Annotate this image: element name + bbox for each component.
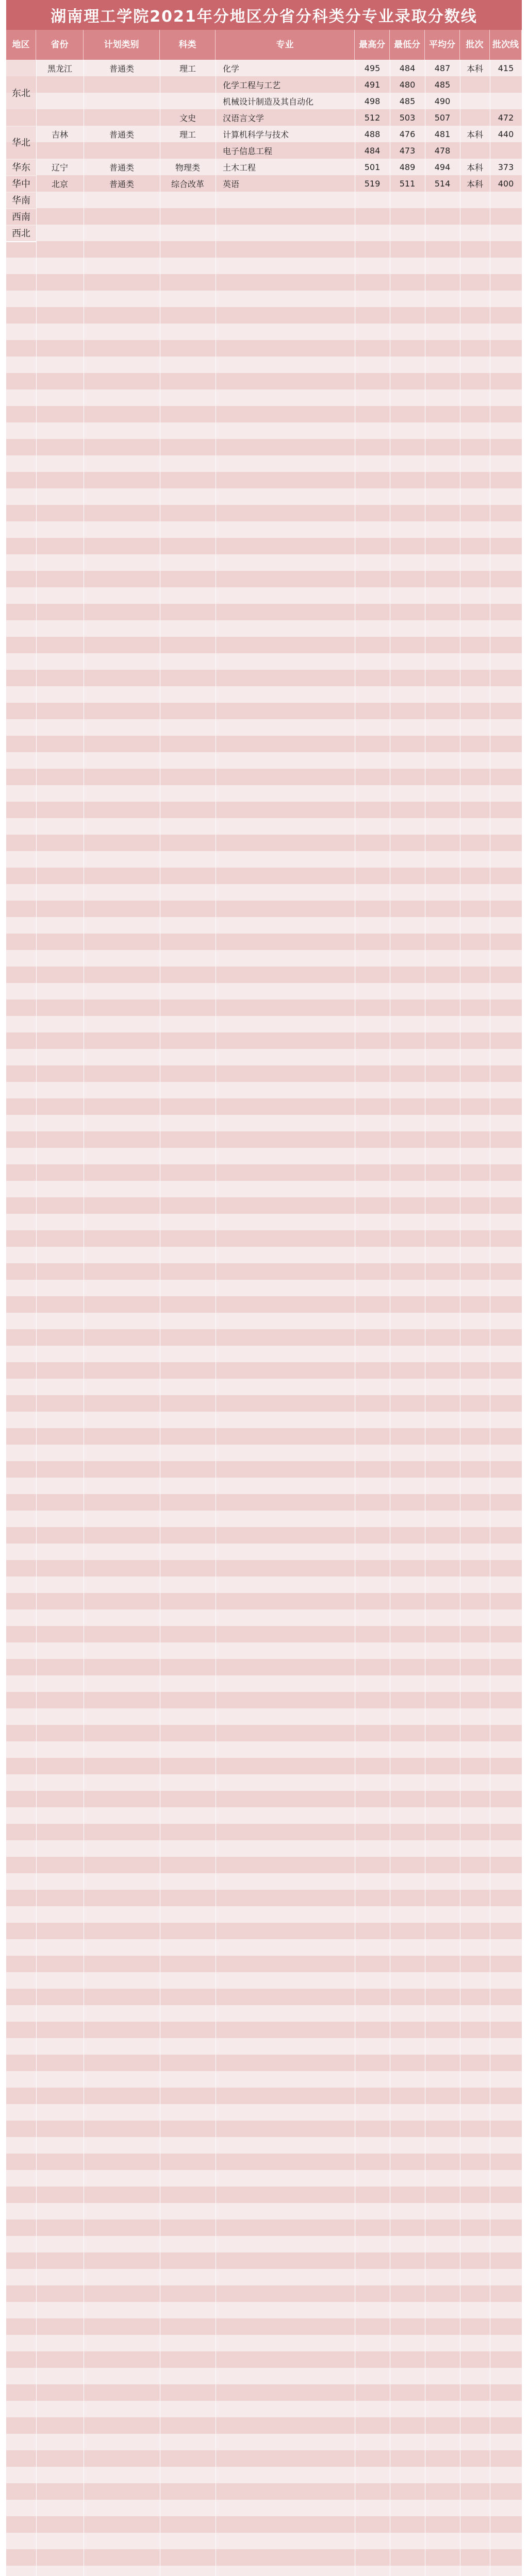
cell-plan: 普通类 xyxy=(109,162,134,173)
cell-min: 480 xyxy=(399,79,416,90)
cell-max: 488 xyxy=(364,129,381,139)
cell-avg: 494 xyxy=(434,162,451,172)
cell-max: 512 xyxy=(364,112,381,123)
cell-batch: 本科 xyxy=(466,179,483,189)
header-line: 批次线 xyxy=(490,30,522,60)
cell-line xyxy=(490,93,522,109)
cell-max: 498 xyxy=(364,96,381,106)
cell-min: 476 xyxy=(399,129,416,139)
header-avg: 平均分 xyxy=(425,30,460,60)
cell-province xyxy=(36,109,84,126)
cell-province xyxy=(36,142,84,159)
table-row xyxy=(6,93,522,109)
cell-avg: 478 xyxy=(434,145,451,156)
cell-line: 400 xyxy=(498,178,514,189)
cell-province: 辽宁 xyxy=(51,162,68,173)
region-label: 华北 xyxy=(6,126,36,160)
cell-batch: 本科 xyxy=(466,129,483,140)
cell-line: 373 xyxy=(498,162,514,172)
cell-plan: 普通类 xyxy=(109,63,134,74)
cell-major: 土木工程 xyxy=(223,162,256,173)
cell-max: 501 xyxy=(364,162,381,172)
cell-major: 汉语言文学 xyxy=(223,113,265,123)
cell-major: 化学 xyxy=(223,63,240,74)
region-label: 华中 xyxy=(6,175,36,193)
cell-min: 489 xyxy=(399,162,416,172)
table-header xyxy=(6,30,522,60)
cell-plan xyxy=(84,93,160,109)
cell-plan: 普通类 xyxy=(109,129,134,140)
cell-avg: 481 xyxy=(434,129,451,139)
header-plan: 计划类别 xyxy=(84,30,160,60)
cell-avg: 485 xyxy=(434,79,451,90)
cell-province: 北京 xyxy=(51,179,68,189)
cell-province: 吉林 xyxy=(51,129,68,140)
score-table xyxy=(6,0,522,2576)
region-label: 华南 xyxy=(6,192,36,209)
region-label: 华东 xyxy=(6,159,36,176)
table-row xyxy=(6,175,522,192)
cell-plan xyxy=(84,76,160,93)
cell-max: 484 xyxy=(364,145,381,156)
cell-avg: 490 xyxy=(434,96,451,106)
region-label: 西南 xyxy=(6,208,36,226)
header-max: 最高分 xyxy=(355,30,390,60)
cell-min: 473 xyxy=(399,145,416,156)
cell-max: 495 xyxy=(364,63,381,73)
cell-avg: 507 xyxy=(434,112,451,123)
cell-subject xyxy=(160,93,216,109)
table-body xyxy=(6,60,522,2576)
cell-province: 黑龙江 xyxy=(47,63,72,74)
cell-major: 英语 xyxy=(223,179,240,189)
cell-province xyxy=(36,93,84,109)
cell-subject: 文史 xyxy=(179,113,196,123)
cell-plan: 普通类 xyxy=(109,179,134,189)
cell-avg: 514 xyxy=(434,178,451,189)
cell-major: 机械设计制造及其自动化 xyxy=(223,96,314,107)
cell-max: 491 xyxy=(364,79,381,90)
cell-min: 485 xyxy=(399,96,416,106)
table-row xyxy=(6,109,522,126)
region-label: 西北 xyxy=(6,225,36,242)
cell-line xyxy=(490,142,522,159)
cell-line xyxy=(490,76,522,93)
cell-batch xyxy=(460,76,490,93)
cell-min: 511 xyxy=(399,178,416,189)
cell-subject xyxy=(160,76,216,93)
table-row xyxy=(6,76,522,93)
cell-major: 化学工程与工艺 xyxy=(223,80,281,90)
cell-subject: 理工 xyxy=(179,63,196,74)
cell-batch: 本科 xyxy=(466,162,483,173)
column-divider xyxy=(36,60,37,2576)
table-row xyxy=(6,126,522,142)
header-batch: 批次 xyxy=(460,30,490,60)
cell-plan xyxy=(84,142,160,159)
cell-line: 440 xyxy=(498,129,514,139)
header-subject: 科类 xyxy=(160,30,216,60)
cell-province xyxy=(36,76,84,93)
cell-batch: 本科 xyxy=(466,63,483,74)
cell-batch xyxy=(460,142,490,159)
cell-major: 电子信息工程 xyxy=(223,146,273,156)
cell-min: 484 xyxy=(399,63,416,73)
cell-subject xyxy=(160,142,216,159)
region-label: 东北 xyxy=(6,60,36,127)
cell-line: 472 xyxy=(498,112,514,123)
cell-subject: 物理类 xyxy=(175,162,200,173)
cell-subject: 理工 xyxy=(179,129,196,140)
cell-line: 415 xyxy=(498,63,514,73)
cell-batch xyxy=(460,109,490,126)
header-min: 最低分 xyxy=(390,30,425,60)
cell-avg: 487 xyxy=(434,63,451,73)
table-row xyxy=(6,60,522,76)
header-province: 省份 xyxy=(36,30,84,60)
cell-subject: 综合改革 xyxy=(171,179,204,189)
cell-max: 519 xyxy=(364,178,381,189)
table-row xyxy=(6,142,522,159)
cell-min: 503 xyxy=(399,112,416,123)
header-region: 地区 xyxy=(6,30,36,60)
page-title: 湖南理工学院2021年分地区分省分科类分专业录取分数线 xyxy=(6,0,522,30)
table-row xyxy=(6,159,522,175)
cell-plan xyxy=(84,109,160,126)
cell-batch xyxy=(460,93,490,109)
header-major: 专业 xyxy=(216,30,355,60)
cell-major: 计算机科学与技术 xyxy=(223,129,289,140)
